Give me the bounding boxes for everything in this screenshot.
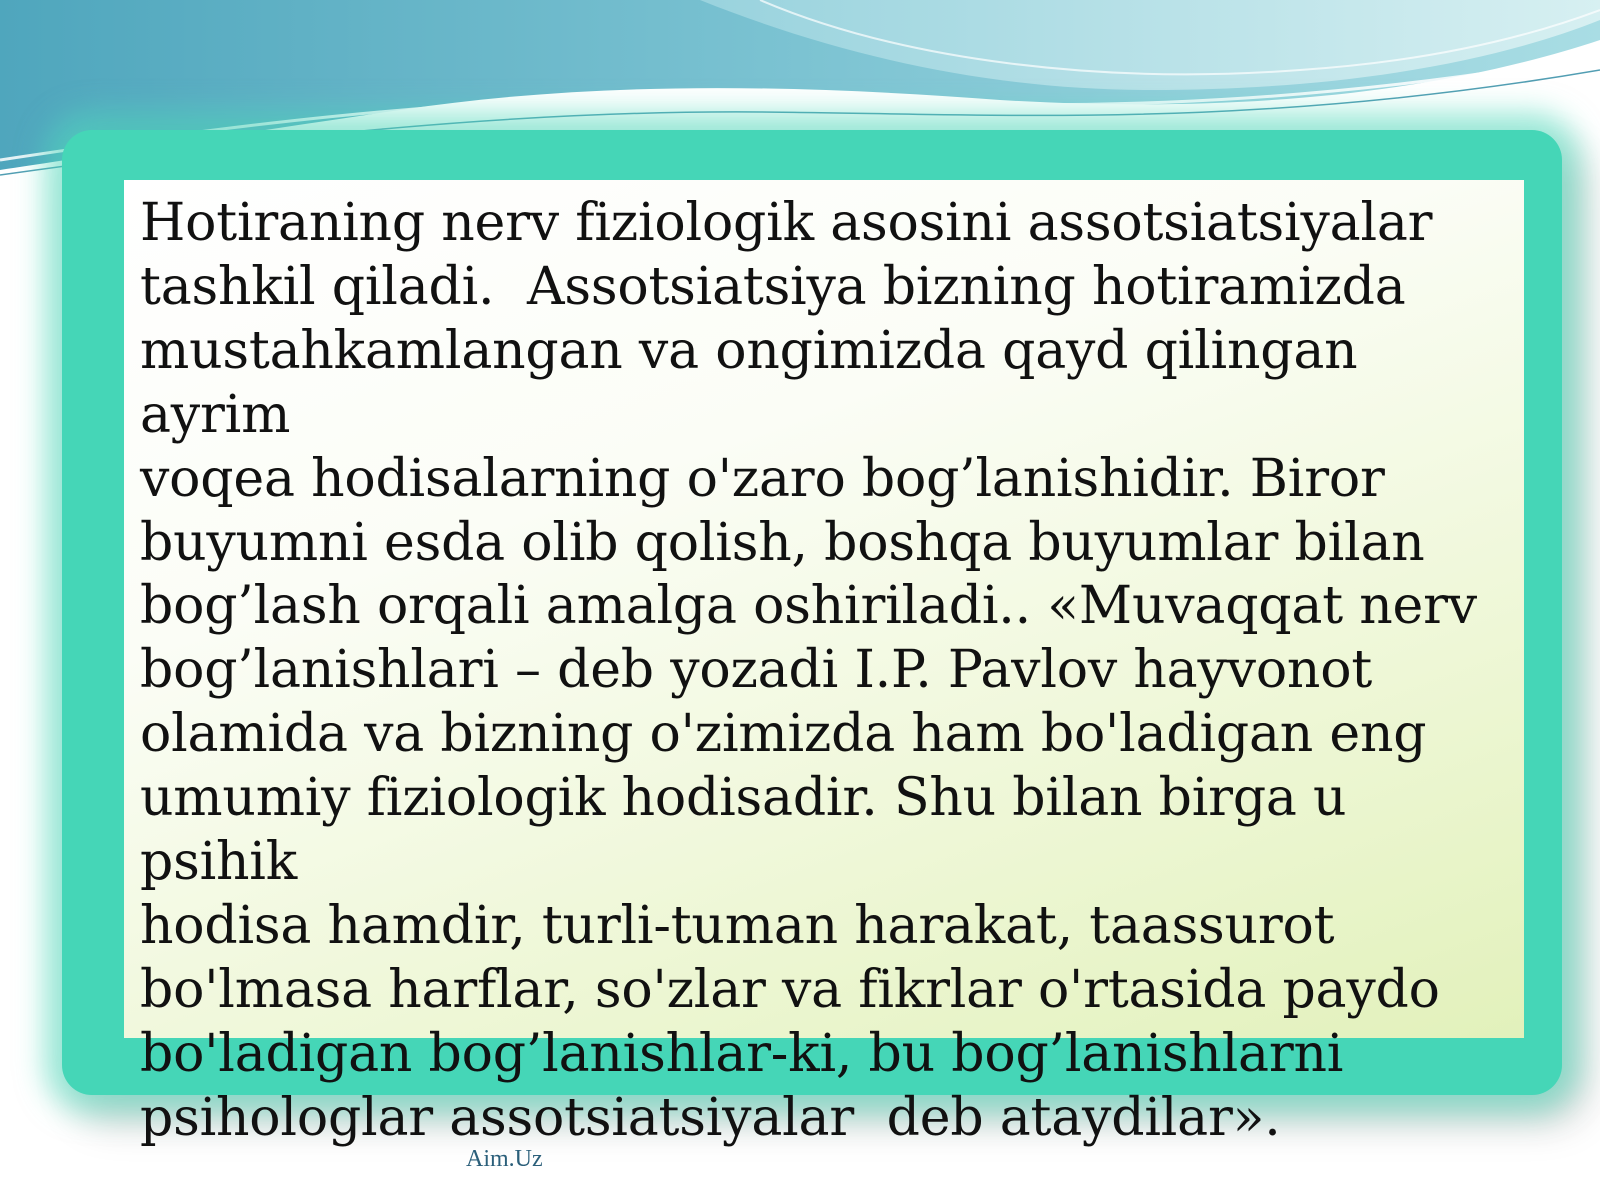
- slide-body-text: Hotiraning nerv fiziologik asosini assotsiatsiyalar tashkil qiladi. Assotsiatsiya bizning hotiramizda mustahkamlangan va ongimizda qayd qilingan ayrim voqea hodisalarning o'zaro bog’lanishidir. Biror buyumni esda olib qolish, boshqa buyumlar bilan bog’lash orqali amalga oshiriladi.. «Muvaqqat nerv bog’lanishlari – deb yozadi I.P. Pavlov hayvonot olamida va bizning o'zimizda ham bo'ladigan eng umumiy fiziologik hodisadir. Shu bilan birga u psihik hodisa hamdir, turli-tuman harakat, taassurot bo'lmasa harflar, so'zlar va fikrlar o'rtasida paydo bo'ladigan bog’lanishlar-ki, bu bog’lanishlarni psihologlar assotsiatsiyalar deb ataydilar».: [140, 193, 1477, 1148]
- text-panel: [124, 180, 1524, 1148]
- footer-site-label: Aim.Uz: [466, 1146, 543, 1172]
